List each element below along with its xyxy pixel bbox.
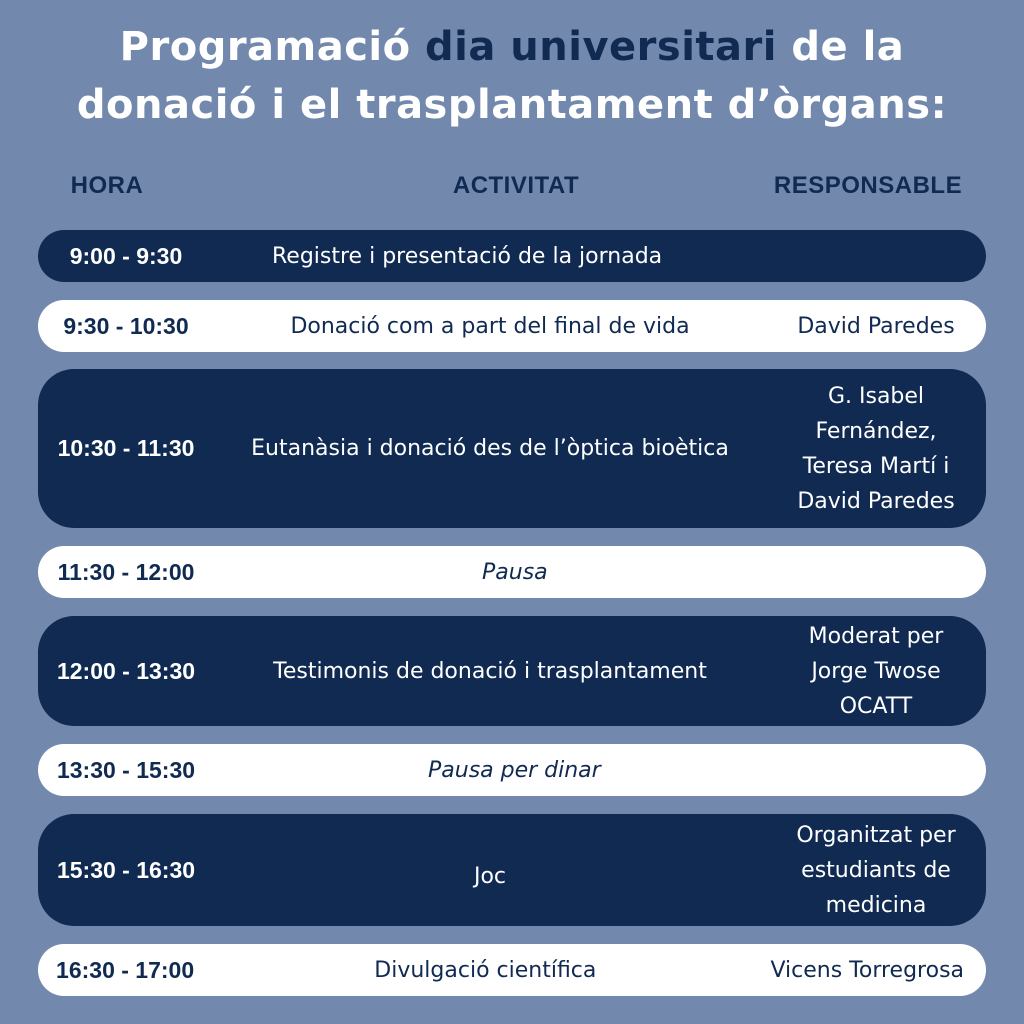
- row-responsible: David Paredes: [797, 313, 955, 339]
- row-time: 10:30 - 11:30: [57, 435, 195, 461]
- schedule-row-5: [38, 616, 986, 726]
- row-time: 16:30 - 17:00: [56, 956, 195, 983]
- row-activity: Pausa per dinar: [428, 757, 601, 783]
- row-activity: Donació com a part del final de vida: [290, 313, 690, 339]
- title-line-2: donació i el trasplantament d’òrgans:: [76, 82, 948, 128]
- column-header-activitat: ACTIVITAT: [452, 172, 580, 199]
- schedule-row-8: [38, 944, 986, 996]
- schedule-row-3: [38, 369, 986, 528]
- row-responsible: Vicens Torregrosa: [770, 957, 965, 983]
- row-time: 13:30 - 15:30: [56, 756, 196, 783]
- row-time: 9:00 - 9:30: [69, 242, 183, 269]
- schedule-row-2: [38, 300, 986, 352]
- row-responsible: Moderat per Jorge Twose OCATT: [808, 623, 944, 719]
- column-header-hora: HORA: [70, 172, 144, 199]
- page-title: [0, 18, 1024, 134]
- row-responsible: Organitzat per estudiants de medicina: [796, 822, 956, 918]
- title-line-1: [0, 18, 1024, 76]
- schedule-row-6: [38, 744, 986, 796]
- title-part-2-highlight: dia universitari: [425, 24, 777, 70]
- row-time: 15:30 - 16:30: [56, 856, 196, 883]
- row-activity: Registre i presentació de la jornada: [272, 243, 663, 269]
- schedule-row-1: [38, 230, 986, 282]
- row-activity: Divulgació científica: [374, 957, 597, 983]
- row-time: 9:30 - 10:30: [63, 312, 189, 339]
- row-responsible: G. Isabel Fernández, Teresa Martí i David Paredes: [797, 383, 955, 514]
- column-header-responsable: RESPONSABLE: [773, 172, 963, 199]
- row-activity: Joc: [473, 863, 507, 889]
- row-activity: Testimonis de donació i trasplantament: [273, 658, 707, 684]
- title-part-3: de la: [776, 24, 905, 70]
- row-time: 12:00 - 13:30: [56, 657, 196, 684]
- row-activity: Pausa: [482, 559, 548, 585]
- schedule-row-7: [38, 814, 986, 926]
- schedule-row-4: [38, 546, 986, 598]
- title-part-1: Programació: [119, 24, 426, 70]
- row-time: 11:30 - 12:00: [57, 558, 195, 585]
- row-activity: Eutanàsia i donació des de l’òptica bioètica: [251, 436, 729, 461]
